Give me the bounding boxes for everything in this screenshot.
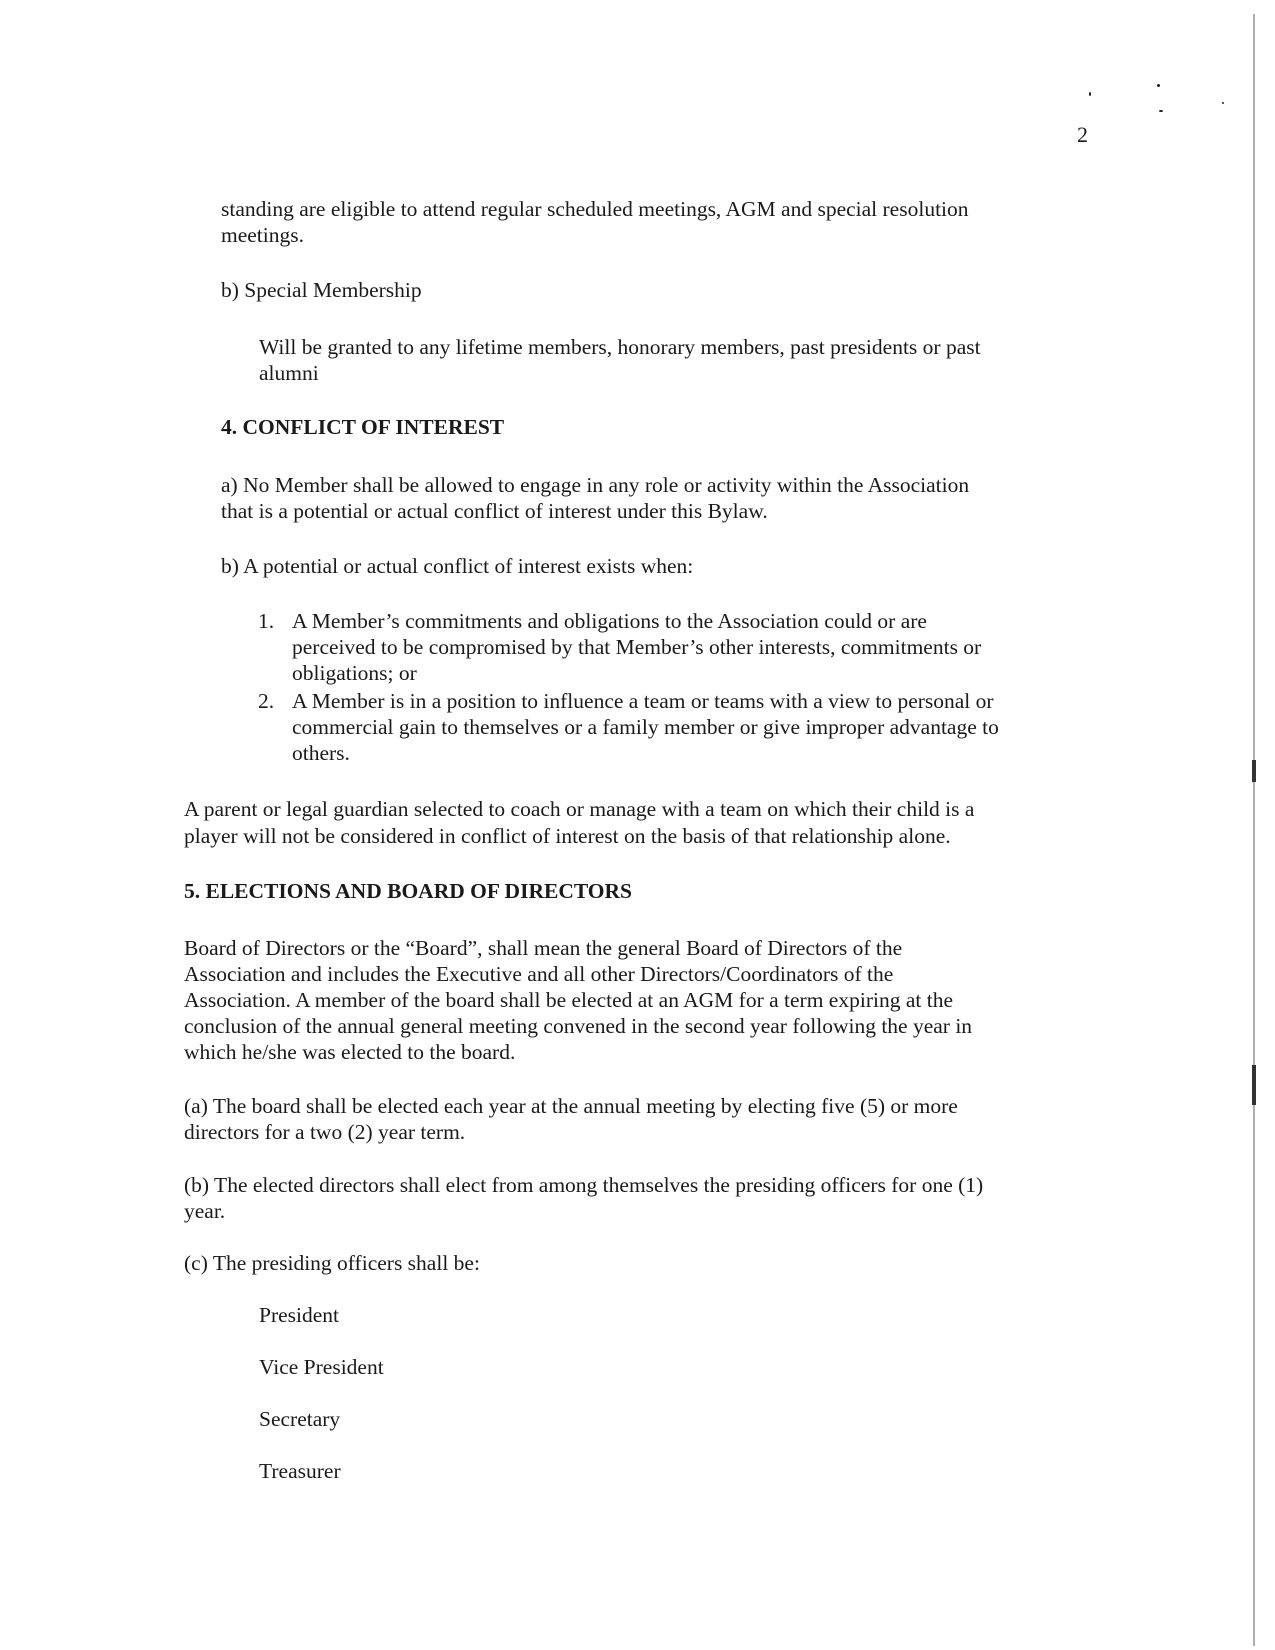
officer-secretary: Secretary [259,1407,341,1431]
list-item-line: A Member’s commitments and obligations to the Association could or are [292,609,927,633]
membership-continuation-line: standing are eligible to attend regular scheduled meetings, AGM and special resolution [221,197,969,221]
list-item-number: 1. [258,609,275,633]
page-number: 2 [1077,122,1088,147]
elections-para-c: (c) The presiding officers shall be: [184,1251,480,1275]
list-item-line: perceived to be compromised by that Member’s other interests, commitments or [292,635,982,659]
conflict-closing-line: player will not be considered in conflict of interest on the basis of that relationship alone. [184,824,951,848]
page-edge-mark [1252,1065,1256,1105]
elections-para-b-line: (b) The elected directors shall elect from among themselves the presiding officers for one (1) [184,1173,984,1197]
elections-para-b-line: year. [184,1199,226,1223]
elections-heading: 5. ELECTIONS AND BOARD OF DIRECTORS [184,879,633,903]
list-item-line: A Member is in a position to influence a team or teams with a view to personal or [292,689,994,713]
elections-intro-line: Board of Directors or the “Board”, shall mean the general Board of Directors of the [184,936,903,960]
elections-intro-line: which he/she was elected to the board. [184,1040,516,1064]
conflict-of-interest-heading: 4. CONFLICT OF INTEREST [221,415,505,439]
elections-para-a-line: directors for a two (2) year term. [184,1120,466,1144]
elections-intro-line: Association and includes the Executive and all other Directors/Coordinators of the [184,962,894,986]
scan-speck [1159,110,1163,112]
elections-para-a-line: (a) The board shall be elected each year at the annual meeting by electing five (5) or more [184,1094,958,1118]
officer-treasurer: Treasurer [259,1459,341,1483]
conflict-para-b: b) A potential or actual conflict of interest exists when: [221,554,694,578]
conflict-closing-line: A parent or legal guardian selected to coach or manage with a team on which their child is a [184,797,975,821]
conflict-para-a-line: a) No Member shall be allowed to engage in any role or activity within the Association [221,473,970,497]
scan-speck [1089,92,1091,96]
membership-continuation-line: meetings. [221,223,304,247]
officer-vice-president: Vice President [259,1355,384,1379]
scan-speck [1222,102,1224,104]
officer-president: President [259,1303,340,1327]
list-item-line: others. [292,741,350,765]
list-item-number: 2. [258,689,275,713]
conflict-para-a-line: that is a potential or actual conflict of interest under this Bylaw. [221,499,768,523]
elections-intro-line: Association. A member of the board shall be elected at an AGM for a term expiring at the [184,988,953,1012]
special-membership-line: Will be granted to any lifetime members, honorary members, past presidents or past [259,335,981,359]
special-membership-line: alumni [259,361,319,385]
list-item-line: obligations; or [292,661,417,685]
special-membership-label: b) Special Membership [221,278,422,302]
elections-intro-line: conclusion of the annual general meeting convened in the second year following the year in [184,1014,973,1038]
page-edge-line [1253,14,1255,1646]
list-item-line: commercial gain to themselves or a family member or give improper advantage to [292,715,999,739]
page-edge-mark [1252,760,1256,782]
scan-speck [1157,84,1160,87]
